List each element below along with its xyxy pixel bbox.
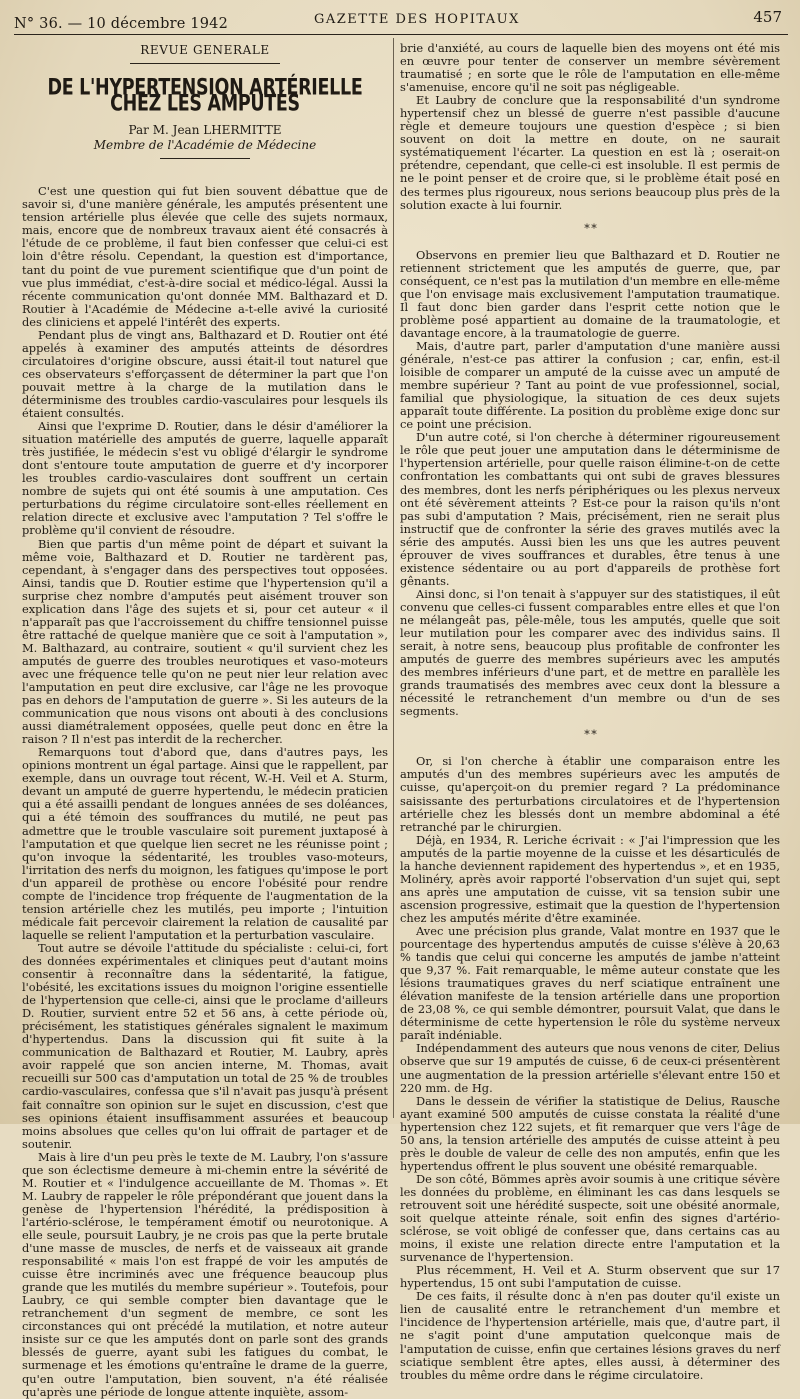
left-body: [22, 185, 388, 1398]
page-number: 457: [753, 8, 782, 26]
paragraph: Observons en premier lieu que Balthazard et D. Routier ne retiennent strictement que les amputés de guerre, que, par conséquent, ce n'est pas la mutilation d'un membre en elle-même que l'on envisage mais exclusivement l'amputation traumatique. Il faut donc bien garder dans l'esprit cette notion que le problème posé appartient au domaine de la traumatologie, et davantage encore, à la traumatologie de guerre.: [400, 247, 780, 340]
left-column: [22, 42, 388, 1399]
paragraph: Remarquons tout d'abord que, dans d'autres pays, les opinions montrent un égal partage. Ainsi que le rappellent, par exemple, dans un ouvrage tout récent, W.-H. Veil et A. Sturm, devant un amputé de guerre hypertendu, le médecin praticien qui a été assailli pendant de longues années de ses doléances, qui a été témoin des souffrances du mutilé, ne peut pas admettre que le trouble vasculaire soit purement juxtaposé à l'amputation et que quelque lien secret ne les réunisse point ; qu'on invoque la sédentarité, les troubles vaso-moteurs, l'irritation des nerfs du moignon, les fatigues qu'impose le port d'un appareil de prothèse ou encore l'obésité pour rendre compte de l'incidence trop fréquente de l'augmentation de la tension artérielle chez les mutilés, peu importe ; l'intuition médicale fait percevoir clairement la relation de causalité par laquelle se relient l'amputation et la perturbation vasculaire.: [22, 745, 388, 942]
paragraph: Avec une précision plus grande, Valat montre en 1937 que le pourcentage des hypertendus amputés de cuisse s'élève à 20,63 % tandis que celui qui concerne les amputés de jambe n'atteint que 9,37 %. Fait remarquable, le même auteur constate que les lésions traumatiques graves du nerf sciatique entraînent une élévation manifeste de la tension artérielle dans une proportion de 23,08 %, ce qui semble démontrer, poursuit Valat, que dans le déterminisme de cette hypertension le rôle du système nerveux paraît indéniable.: [400, 924, 780, 1043]
paragraph: D'un autre coté, si l'on cherche à déterminer rigoureusement le rôle que peut jouer une amputation dans le déterminisme de l'hypertension artérielle, pour quelle raison élimine-t-on de cette confrontation les combattants qui ont subi de graves blessures des membres, dont les nerfs périphériques ou les plexus nerveux ont été sévèrement atteints ? Est-ce pour la raison qu'ils n'ont pas subi d'amputation ? Mais, précisément, rien ne serait plus instructif que de confronter la série des graves mutilés avec la série des amputés. Aussi bien les uns que les autres peuvent éprouver de vives souffrances et durables, être tenus à une existence sédentaire ou au port d'appareils de prothèse fort gênants.: [400, 430, 780, 588]
author-affiliation: Membre de l'Académie de Médecine: [93, 138, 317, 153]
paragraph: Bien que partis d'un même point de départ et suivant la même voie, Balthazard et D. Routier ne tardèrent pas, cependant, à s'engager dans des perspectives tout opposées. Ainsi, tandis que D. Routier estime que l'hypertension qu'il a surprise chez nombre d'amputés peut aisément trouver son explication dans l'âge des sujets et si, pour cet auteur « il n'apparaît pas que l'accroissement du chiffre tensionnel puisse être rattaché de quelque manière que ce soit à l'amputation », M. Balthazard, au contraire, soutient « qu'il survient chez les amputés de guerre des troubles neurotiques et vaso-moteurs avec une fréquence telle qu'on ne peut nier leur relation avec l'amputation en peut dire exclusive, car l'âge ne les provoque pas en dehors de l'amputation de guerre ». Si les auteurs de la communication que nous visons ont abouti à des conclusions aussi diamétralement opposées, quelle peut donc en être la raison ? Il n'est pas interdit de la rechercher.: [22, 536, 388, 747]
paragraph: Pendant plus de vingt ans, Balthazard et D. Routier ont été appelés à examiner des amputés atteints de désordres circulatoires d'origine obscure, aussi était-il tout naturel que ces observateurs s'efforçassent de déterminer la part que l'on pouvait mettre à la charge de la mutilation dans le déterminisme des troubles cardio-vasculaires pour lesquels ils étaient consultés.: [22, 327, 388, 421]
paragraph: Indépendamment des auteurs que nous venons de citer, Delius observe que sur 19 amputés de cuisse, 6 de ceux-ci présentèrent une augmentation de la pression artérielle s'élevant entre 150 et 220 mm. de Hg.: [400, 1041, 780, 1095]
paragraph: De ces faits, il résulte donc à n'en pas douter qu'il existe un lien de causalité entre le retranchement d'un membre et l'incidence de l'hypertension artérielle, mais que, d'autre part, il ne s'agit point d'une amputation quelconque mais de l'amputation de cuisse, enfin que certaines lésions graves du nerf sciatique semblent être aptes, elles aussi, à déterminer des troubles du même ordre dans le régime circulatoire.: [400, 1289, 780, 1382]
header-rule: [14, 34, 788, 35]
paragraph: Mais à lire d'un peu près le texte de M. Laubry, l'on s'assure que son éclectisme demeure à mi-chemin entre la sévérité de M. Routier et « l'indulgence accueillante de M. Thomas ». Et M. Laubry de rappeler le rôle prépondérant que jouent dans la genèse de l'hypertension l'hérédité, la prédisposition à l'artério-sclérose, le tempérament émotif ou neurotonique. A elle seule, poursuit Laubry, je ne crois pas que la perte brutale d'une masse de muscles, de nerfs et de vaisseaux ait grande responsabilité « mais l'on est frappé de voir les amputés de cuisse être incriminés avec une fréquence beaucoup plus grande que les mutilés du membre supérieur ». Toutefois, pour Laubry, ce qui semble compter bien davantage que le retranchement d'un segment de membre, ce sont les circonstances qui ont précédé la mutilation, et notre auteur insiste sur ce que les amputés dont on parle sont des grands blessés de guerre, ayant subi les fatigues du combat, le surmenage et les émotions qu'entraîne le drame de la guerre, qu'en outre l'amputation, bien souvent, n'a été réalisée qu'après une période de longue attente inquiète, assom-: [22, 1149, 388, 1399]
paragraph: Déjà, en 1934, R. Leriche écrivait : « J'ai l'impression que les amputés de la partie moyenne de la cuisse et les désarticulés de la hanche deviennent rapidement des hypertendus », et en 1935, Molinéry, après avoir rapporté l'observation d'un sujet qui, sept ans après une amputation de cuisse, vit sa tension subir une ascension progressive, estimait que la question de l'hypertension chez les amputés mérite d'être examinée.: [400, 832, 780, 925]
paragraph: Dans le dessein de vérifier la statistique de Delius, Rausche ayant examiné 500 amputés de cuisse constata la réalité d'une hypertension chez 122 sujets, et fit remarquer que vers l'âge de 50 ans, la tension artérielle des amputés de cuisse atteint à peu près le double de valeur de celle des non amputés, enfin que les hypertendus offrent le plus souvent une obésité remarquable.: [400, 1093, 780, 1173]
column-divider: [393, 38, 394, 1118]
paragraph: Ainsi que l'exprime D. Routier, dans le désir d'améliorer la situation matérielle des amputés de guerre, laquelle apparaît très justifiée, le médecin s'est vu obligé d'élargir le syndrome dont s'entoure toute amputation de guerre et d'y incorporer les troubles cardio-vasculaires dont souffrent un certain nombre de sujets qui ont été soumis à une amputation. Ces perturbations du régime circulatoire sont-elles réellement en relation directe et exclusive avec l'amputation ? Tel s'offre le problème qu'il convient de résoudre.: [22, 419, 388, 538]
section-label: REVUE GENERALE: [140, 43, 270, 57]
section-separator: * *: [584, 221, 596, 235]
paragraph: Ainsi donc, si l'on tenait à s'appuyer sur des statistiques, il eût convenu que celles-ci fussent comparables entre elles et que l'on ne mélangeât pas, pêle-mêle, tous les amputés, quelle que soit leur mutilation pour les comparer avec des individus sains. Il serait, à notre sens, beaucoup plus profitable de confronter les amputés de guerre des membres supérieurs avec les amputés des membres inférieurs d'une part, et de mettre en parallèle les grands traumatisés des membres avec ceux dont la blessure a nécessité le retranchement d'un membre ou d'un de ses segments.: [400, 586, 780, 719]
paragraph: brie d'anxiété, au cours de laquelle bien des moyens ont été mis en œuvre pour tenter de conserver un membre sévèrement traumatisé ; en sorte que le rôle de l'amputation en elle-même s'amenuise, encore qu'il ne soit pas négligeable.: [400, 41, 780, 95]
paragraph: Or, si l'on cherche à établir une comparaison entre les amputés d'un des membres supérieurs avec les amputés de cuisse, qu'aperçoit-on du premier regard ? La prédominance saisissante des perturbations circulatoires et de l'hypertension artérielle chez les blessés dont un membre abdominal a été retranché par le chirurgien.: [400, 754, 780, 834]
article-title: DE L'HYPERTENSION ARTÉRIELLE CHEZ LES AMPUTÉS: [47, 75, 363, 118]
paragraph: C'est une question qui fut bien souvent débattue que de savoir si, d'une manière générale, les amputés présentent une tension artérielle plus élevée que celle des sujets normaux, mais, encore que de nombreux travaux aient été consacrés à l'étude de ce problème, il faut bien confesser que celui-ci est loin d'être résolu. Cependant, la question est d'importance, tant du point de vue purement scientifique que d'un point de vue plus immédiat, c'est-à-dire social et médico-légal. Aussi la récente communication qu'ont donnée MM. Balthazard et D. Routier à l'Académie de Médecine a-t-elle avivé la curiosité des cliniciens et appelé l'intérêt des experts.: [22, 184, 388, 329]
author-line: Par M. Jean LHERMITTE: [128, 123, 282, 138]
paragraph: De son côté, Bömmes après avoir soumis à une critique sévère les données du problème, en éliminant les cas dans lesquels se retrouvent soit une hérédité suspecte, soit une obésité anormale, soit quelque atteinte rénale, soit enfin des signes d'artério-sclérose, se voit obligé de confesser que, dans certains cas au moins, il existe une relation directe entre l'amputation et la survenance de l'hypertension.: [400, 1171, 780, 1265]
right-column: [400, 42, 780, 1382]
section-separator: * *: [584, 728, 596, 742]
paragraph: Mais, d'autre part, parler d'amputation d'une manière aussi générale, n'est-ce pas attirer la confusion ; car, enfin, est-il loisible de comparer un amputé de la cuisse avec un amputé de membre supérieur ? Tant au point de vue professionnel, social, familial que physiologique, la situation de ces deux sujets apparaît toute différente. La position du problème exige donc sur ce point une précision.: [400, 338, 780, 432]
paragraph: Plus récemment, H. Veil et A. Sturm observent que sur 17 hypertendus, 15 ont subi l'amputation de cuisse.: [400, 1263, 780, 1291]
issue-date: N° 36. — 10 décembre 1942: [14, 16, 229, 32]
title-rule: [130, 63, 280, 64]
paragraph: Tout autre se dévoile l'attitude du spécialiste : celui-ci, fort des données expérimentales et cliniques peut d'autant moins consentir à reconnaître dans la sédentarité, la fatigue, l'obésité, les excitations issues du moignon l'origine essentielle de l'hypertension que celle-ci, ainsi que le proclame d'ailleurs D. Routier, survient entre 52 et 56 ans, à cette période où, précisément, les statistiques générales signalent le maximum d'hypertendus. Dans la discussion qui fit suite à la communication de Balthazard et Routier, M. Laubry, après avoir rappelé que son ancien interne, M. Thomas, avait recueilli sur 500 cas d'amputation un total de 25 % de troubles cardio-vasculaires, confessa que s'il n'avait pas jusqu'à présent fait connaître son opinion sur le sujet en discussion, c'est que ses opinions étaient insuffisamment assurées et beaucoup moins absolues que celles qu'on lui offrait de partager et de soutenir.: [22, 940, 388, 1151]
journal-name: GAZETTE DES HOPITAUX: [314, 12, 520, 27]
page-header: [14, 6, 788, 36]
paragraph: Et Laubry de conclure que la responsabilité d'un syndrome hypertensif chez un blessé de guerre n'est passible d'aucune règle et demeure toujours une question d'espèce ; si bien souvent on doit la mettre en doute, on ne saurait systématiquement l'écarter. La question en est là ; oserait-on prétendre, cependant, que celle-ci est insoluble. Il est permis de ne le point penser et de croire que, si le problème était posé en des termes plus rigoureux, nous serions beaucoup plus près de la solution exacte à lui fournir.: [400, 93, 780, 212]
byline-rule: [160, 158, 250, 159]
